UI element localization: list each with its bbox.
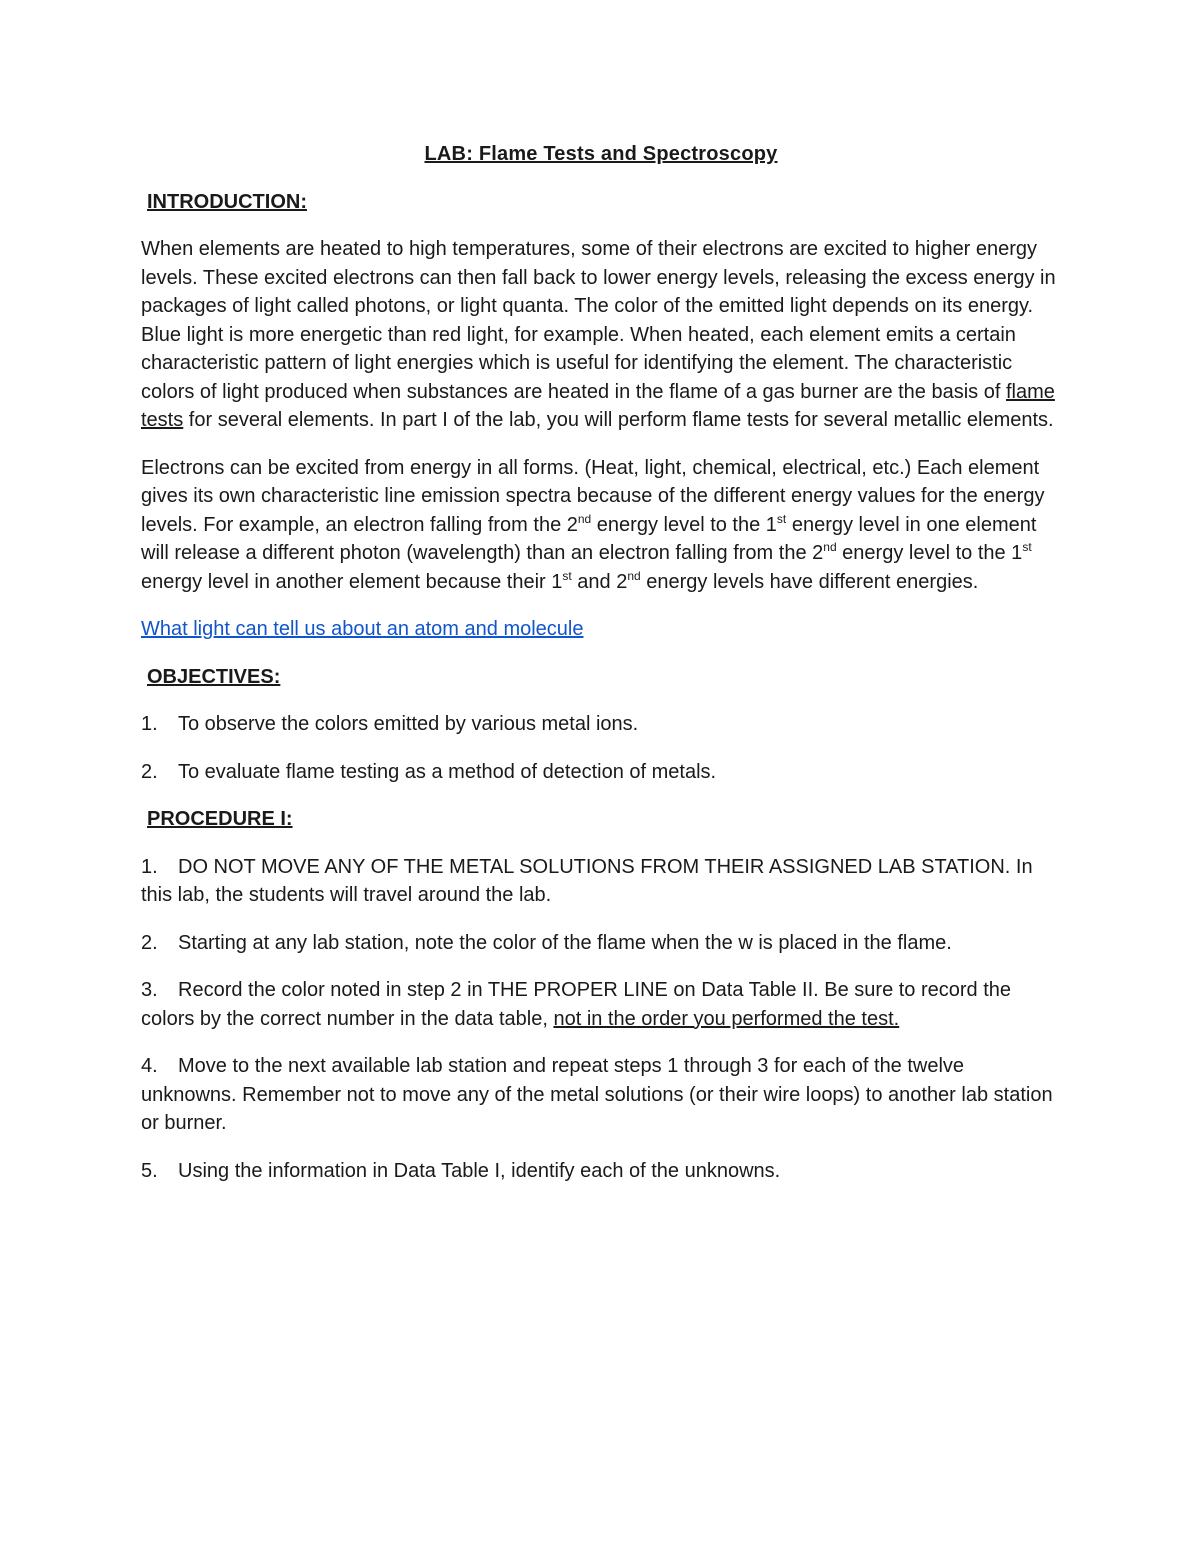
intro-p2-s6: and 2	[571, 570, 628, 593]
item-number: 1.	[141, 855, 158, 878]
item-number: 2.	[141, 760, 158, 783]
intro-p2-s2: energy level to the 1	[591, 513, 777, 536]
ordinal-suffix: st	[1022, 540, 1032, 554]
item-text: To evaluate flame testing as a method of detection of metals.	[178, 760, 717, 783]
objective-item	[141, 710, 1061, 739]
page-title: LAB: Flame Tests and Spectroscopy	[424, 143, 778, 165]
intro-p1-text-end: for several elements. In part I of the lab, you will perform flame tests for several metallic elements.	[183, 409, 1054, 431]
item-number: 2.	[141, 931, 158, 954]
ordinal-suffix: nd	[823, 540, 837, 554]
item-text: Starting at any lab station, note the color of the flame when the w is placed in the flame.	[178, 931, 952, 954]
item-text: Record the color noted in step 2 in THE PROPER LINE on Data Table II. Be sure to record the colors by the correct number in the data table,	[141, 979, 1012, 1030]
procedure-step	[141, 853, 1061, 910]
ordinal-suffix: st	[776, 511, 787, 526]
procedure-step	[141, 976, 1061, 1033]
intro-p1-text: When elements are heated to high temperatures, some of their electrons are excited to higher energy levels. These excited electrons can then fall back to lower energy levels, releasing the excess energy in packages of light called photons, or light quanta. The color of the emitted light depends on its energy. Blue light is more energetic than red light, for example. When heated, each element emits a certain characteristic pattern of light energies which is useful for identifying the element. The characteristic colors of light produced when substances are heated in the flame of a gas burner are the basis of	[141, 238, 1056, 403]
procedure-step	[141, 929, 1061, 958]
objectives-heading: OBJECTIVES:	[147, 665, 281, 688]
procedure-step	[141, 1157, 1061, 1186]
intro-paragraph-1	[141, 235, 1061, 435]
item-number: 1.	[141, 713, 158, 735]
item-text: To observe the colors emitted by various metal ions.	[178, 713, 639, 735]
objective-item	[141, 758, 1061, 787]
document-page	[141, 140, 1061, 1204]
intro-p2-s5: energy level in another element because their 1	[141, 570, 563, 593]
ordinal-suffix: nd	[627, 568, 641, 583]
intro-p2-s4: energy level to the 1	[836, 542, 1023, 564]
ordinal-suffix: st	[562, 568, 572, 583]
emphasis-underlined: not in the order you performed the test.	[553, 1007, 900, 1030]
flame-tests-term: flame tests	[141, 380, 1055, 431]
item-text: Move to the next available lab station and repeat steps 1 through 3 for each of the twelve unknowns. Remember not to move any of the metal solutions (or their wire loops) to another lab station or burner.	[141, 1055, 1053, 1134]
intro-p2-s3: energy level in one element will release a different photon (wavelength) than an electron falling from the 2	[141, 513, 1037, 564]
introduction-heading: INTRODUCTION:	[147, 190, 307, 213]
intro-paragraph-2	[141, 454, 1061, 597]
resource-link-paragraph	[141, 615, 1061, 644]
intro-p2-s1: Electrons can be excited from energy in all forms. (Heat, light, chemical, electrical, etc.) Each element gives its own characteristic line emission spectra because of the different energy values for the energy levels. For example, an electron falling from the 2	[141, 456, 1045, 536]
ordinal-suffix: nd	[577, 511, 592, 526]
procedure-heading: PROCEDURE I:	[147, 808, 293, 830]
item-text: DO NOT MOVE ANY OF THE METAL SOLUTIONS FROM THEIR ASSIGNED LAB STATION. In this lab, the students will travel around the lab.	[141, 855, 1033, 906]
resource-link[interactable]: What light can tell us about an atom and molecule	[141, 618, 584, 640]
item-number: 5.	[141, 1159, 158, 1182]
intro-p2-s7: energy levels have different energies.	[640, 570, 979, 593]
item-text: Using the information in Data Table I, identify each of the unknowns.	[178, 1159, 781, 1182]
procedure-step	[141, 1052, 1061, 1138]
item-number: 3.	[141, 979, 158, 1001]
item-number: 4.	[141, 1055, 158, 1077]
